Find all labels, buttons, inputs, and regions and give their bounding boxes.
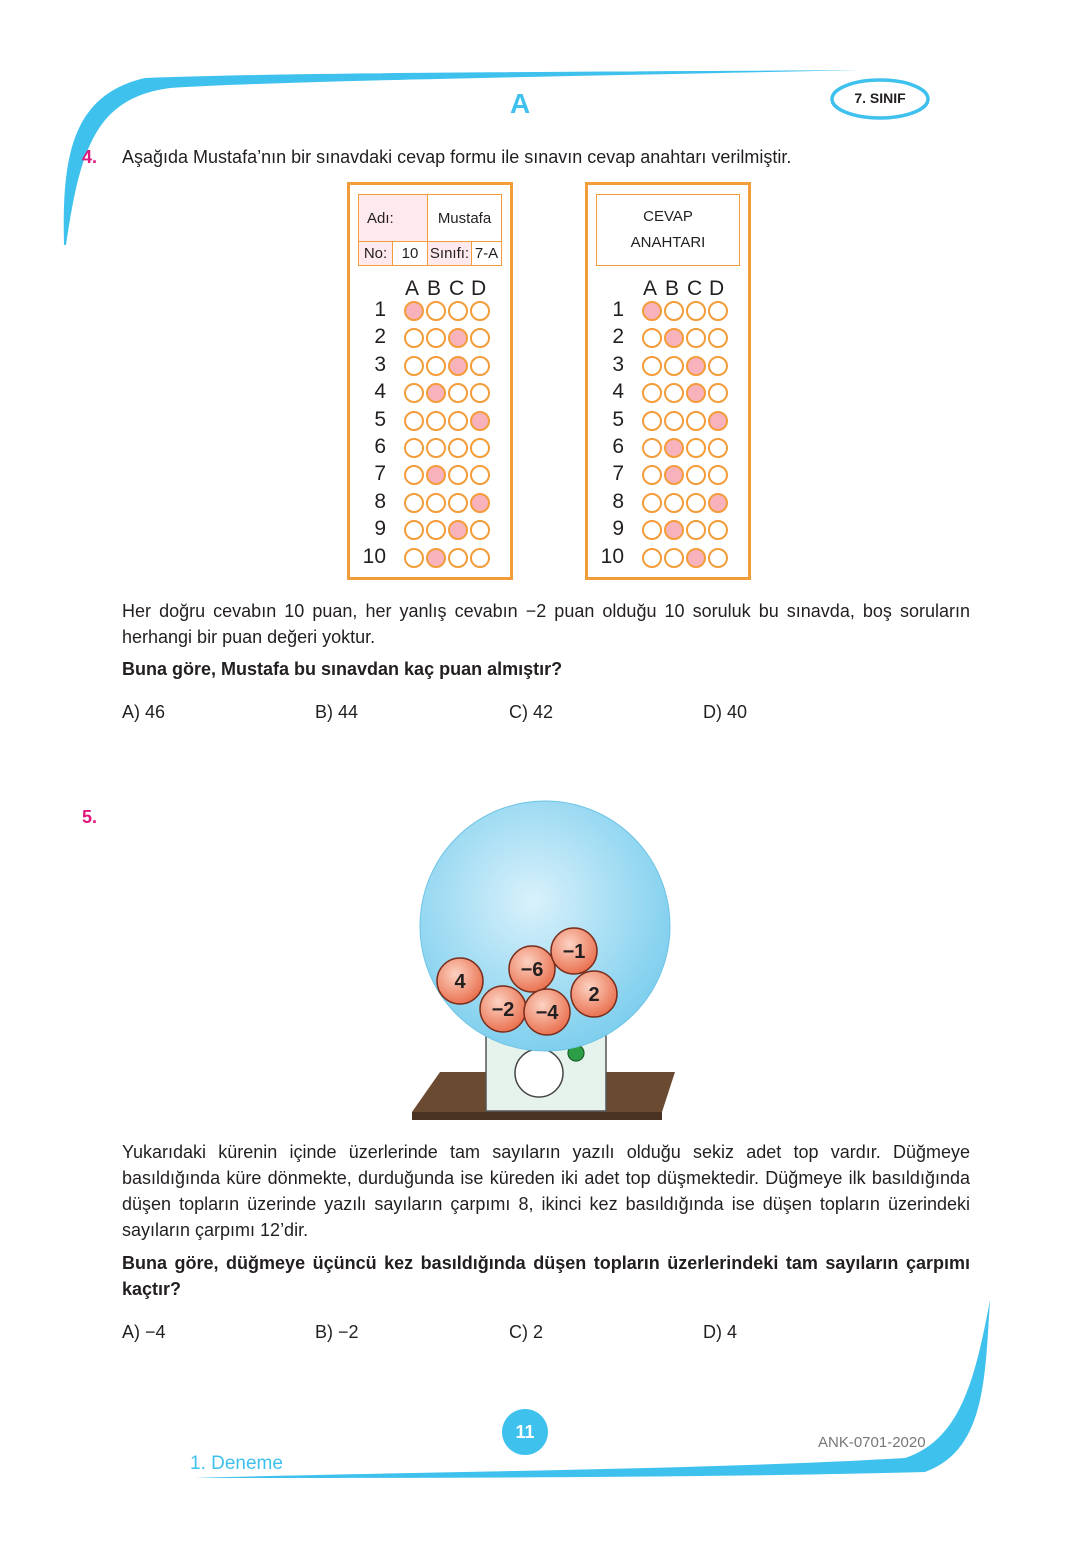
key-answer-bubble <box>686 493 706 513</box>
student-answer-bubble[interactable] <box>470 465 490 485</box>
key-row-number: 3 <box>612 352 624 376</box>
name-label: Adı: <box>358 194 428 242</box>
student-row-number: 2 <box>374 325 386 349</box>
student-answer-bubble[interactable] <box>470 356 490 376</box>
key-row-number: 8 <box>612 489 624 513</box>
student-answer-bubble[interactable] <box>448 328 468 348</box>
question-4-prompt: Buna göre, Mustafa bu sınavdan kaç puan almıştır? <box>122 659 563 679</box>
key-answer-bubble <box>686 438 706 458</box>
class-value: 7-A <box>471 241 502 266</box>
answer-key-form <box>585 182 751 580</box>
key-answer-bubble <box>642 465 662 485</box>
key-column-letter: D <box>709 277 725 300</box>
q5-option-d[interactable]: D) 4 <box>703 1322 738 1342</box>
student-answer-bubble[interactable] <box>404 493 424 513</box>
student-answer-bubble[interactable] <box>470 301 490 321</box>
key-answer-bubble <box>708 328 728 348</box>
student-row-number: 8 <box>374 489 386 513</box>
key-answer-bubble <box>708 383 728 403</box>
student-answer-bubble[interactable] <box>448 383 468 403</box>
student-row-number: 7 <box>374 462 386 486</box>
key-answer-bubble <box>686 383 706 403</box>
student-answer-bubble[interactable] <box>426 328 446 348</box>
gumball-label: −6 <box>520 959 544 981</box>
q4-option-b[interactable]: B) 44 <box>315 702 359 722</box>
key-column-letter: B <box>665 277 680 300</box>
student-answer-bubble[interactable] <box>448 548 468 568</box>
key-answer-bubble <box>642 520 662 540</box>
key-answer-bubble <box>708 548 728 568</box>
key-row-number: 5 <box>612 407 624 431</box>
student-answer-bubble[interactable] <box>448 356 468 376</box>
key-answer-bubble <box>708 301 728 321</box>
gumball-label: −2 <box>491 999 515 1021</box>
student-answer-bubble[interactable] <box>448 411 468 431</box>
key-answer-bubble <box>686 548 706 568</box>
name-value: Mustafa <box>427 194 502 242</box>
student-row-number: 1 <box>374 298 386 321</box>
base-board-edge <box>412 1112 662 1120</box>
student-answer-bubble[interactable] <box>404 548 424 568</box>
student-answer-bubble[interactable] <box>404 520 424 540</box>
student-row-number: 10 <box>362 544 386 568</box>
key-answer-bubble <box>642 356 662 376</box>
student-answer-bubble[interactable] <box>448 520 468 540</box>
key-answer-bubble <box>708 438 728 458</box>
student-row-number: 4 <box>374 380 386 404</box>
key-answer-bubble <box>642 328 662 348</box>
key-answer-bubble <box>642 548 662 568</box>
key-row-number: 4 <box>612 380 624 404</box>
key-answer-bubble <box>708 520 728 540</box>
student-row-number: 3 <box>374 352 386 376</box>
student-answer-bubble[interactable] <box>470 383 490 403</box>
q5-option-c[interactable]: C) 2 <box>509 1322 544 1342</box>
key-answer-bubble <box>708 411 728 431</box>
student-answer-bubble[interactable] <box>448 301 468 321</box>
gumball-label: 2 <box>588 984 600 1006</box>
student-answer-bubble[interactable] <box>404 301 424 321</box>
student-answer-bubble[interactable] <box>470 520 490 540</box>
key-row-number: 1 <box>612 298 624 321</box>
gumball-label: −1 <box>562 941 586 963</box>
key-answer-bubble <box>664 548 684 568</box>
key-answer-bubble <box>686 328 706 348</box>
gumball-machine <box>400 800 690 1130</box>
question-5-prompt: Buna göre, düğmeye üçüncü kez basıldığında düşen topların üzerlerindeki tam sayıların çarpımı kaçtır? <box>122 1253 970 1299</box>
key-row-number: 9 <box>612 517 624 541</box>
student-row-number: 5 <box>374 407 386 431</box>
key-answer-bubble <box>686 465 706 485</box>
exam-name: 1. Deneme <box>190 1453 283 1474</box>
booklet-letter: A <box>510 88 531 119</box>
q5-option-b[interactable]: B) −2 <box>315 1322 359 1342</box>
key-answer-bubble <box>664 520 684 540</box>
document-code: ANK-0701-2020 <box>818 1434 926 1451</box>
student-answer-bubble[interactable] <box>426 356 446 376</box>
key-answer-bubble <box>642 301 662 321</box>
key-answer-bubble <box>708 356 728 376</box>
key-answer-bubble <box>664 328 684 348</box>
question-4-text: Her doğru cevabın 10 puan, her yanlış cevabın −2 puan olduğu 10 soruluk bu sınavda, boş soruların herhangi bir puan değeri yoktur. <box>122 601 970 647</box>
student-answer-bubble[interactable] <box>448 493 468 513</box>
gumball-label: 4 <box>454 971 466 993</box>
student-answer-bubble[interactable] <box>426 383 446 403</box>
student-answer-bubble[interactable] <box>470 493 490 513</box>
student-answer-bubble[interactable] <box>470 411 490 431</box>
student-row-number: 9 <box>374 517 386 541</box>
no-label: No: <box>358 241 393 266</box>
key-answer-bubble <box>708 465 728 485</box>
key-answer-bubble <box>664 301 684 321</box>
key-row-number: 10 <box>600 544 624 568</box>
grade-label: 7. SINIF <box>854 90 906 106</box>
q4-option-d[interactable]: D) 40 <box>703 702 748 722</box>
key-column-letter: A <box>643 277 658 300</box>
key-answer-bubble <box>642 383 662 403</box>
q4-option-a[interactable]: A) 46 <box>122 702 166 722</box>
student-answer-bubble[interactable] <box>404 411 424 431</box>
answer-key-title-line2: ANAHTARI <box>630 234 706 251</box>
key-answer-bubble <box>664 465 684 485</box>
student-answer-bubble[interactable] <box>404 438 424 458</box>
key-column-letter: C <box>687 277 703 300</box>
q5-option-a[interactable]: A) −4 <box>122 1322 166 1342</box>
key-answer-bubble <box>642 493 662 513</box>
question-4-number: 4. <box>82 147 98 167</box>
key-row-number: 7 <box>612 462 624 486</box>
output-hole <box>515 1049 563 1097</box>
no-value: 10 <box>392 241 428 266</box>
gumball-label: −4 <box>535 1002 559 1024</box>
question-4-intro: Aşağıda Mustafa’nın bir sınavdaki cevap formu ile sınavın cevap anahtarı verilmiştir. <box>122 147 792 167</box>
student-column-letter: B <box>427 277 442 300</box>
student-answer-bubble[interactable] <box>404 465 424 485</box>
key-answer-bubble <box>642 411 662 431</box>
key-answer-bubble <box>664 356 684 376</box>
key-answer-bubble <box>686 411 706 431</box>
key-answer-bubble <box>664 411 684 431</box>
page-number: 11 <box>515 1422 535 1442</box>
student-column-letter: D <box>471 277 487 300</box>
key-answer-bubble <box>642 438 662 458</box>
key-answer-bubble <box>686 356 706 376</box>
student-answer-bubble[interactable] <box>426 465 446 485</box>
student-answer-bubble[interactable] <box>426 301 446 321</box>
student-answer-bubble[interactable] <box>448 465 468 485</box>
question-5-text: Yukarıdaki kürenin içinde üzerlerinde tam sayıların yazılı olduğu sekiz adet top vardır. Düğmeye basıldığında küre dönmekte, durduğunda ise küreden iki adet top düşmektedir. Düğmeye ilk basıldığında düşen topların üzerinde yazılı sayıların çarpımı 8, ikinci kez basıldığında ise düşen topların üzerindeki sayıların çarpımı 12’dir. <box>122 1142 970 1240</box>
student-answer-bubble[interactable] <box>426 411 446 431</box>
student-answer-bubble[interactable] <box>404 383 424 403</box>
answer-key-title <box>596 194 740 266</box>
answer-key-title-line1: CEVAP <box>643 208 693 225</box>
student-row-number: 6 <box>374 435 386 458</box>
student-answer-bubble[interactable] <box>470 438 490 458</box>
student-answer-form <box>347 182 513 580</box>
student-answer-bubble[interactable] <box>426 548 446 568</box>
key-answer-bubble <box>664 438 684 458</box>
key-row-number: 2 <box>612 325 624 349</box>
key-answer-bubble <box>708 493 728 513</box>
student-answer-bubble[interactable] <box>404 356 424 376</box>
student-column-letter: C <box>449 277 465 300</box>
student-answer-bubble[interactable] <box>448 438 468 458</box>
student-answer-bubble[interactable] <box>470 548 490 568</box>
key-answer-bubble <box>686 520 706 540</box>
question-5-number: 5. <box>82 807 98 827</box>
q4-option-c[interactable]: C) 42 <box>509 702 554 722</box>
student-column-letter: A <box>405 277 420 300</box>
student-answer-bubble[interactable] <box>426 520 446 540</box>
student-answer-bubble[interactable] <box>426 438 446 458</box>
student-answer-bubble[interactable] <box>404 328 424 348</box>
key-row-number: 6 <box>612 435 624 458</box>
key-answer-bubble <box>664 383 684 403</box>
student-answer-bubble[interactable] <box>470 328 490 348</box>
key-answer-bubble <box>664 493 684 513</box>
key-answer-bubble <box>686 301 706 321</box>
class-label: Sınıfı: <box>427 241 472 266</box>
student-answer-bubble[interactable] <box>426 493 446 513</box>
